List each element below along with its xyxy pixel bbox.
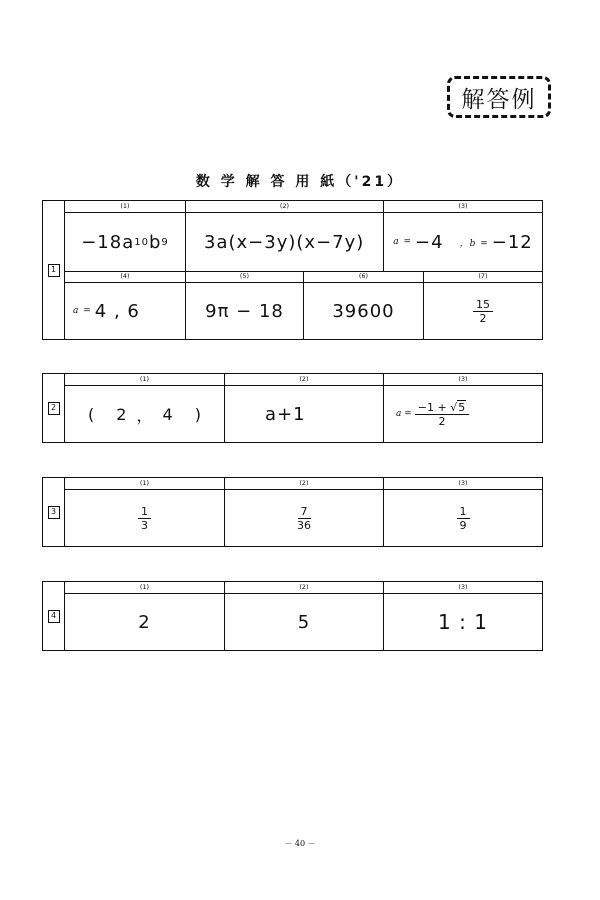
q1-part-6-cell (303, 271, 423, 339)
q1-part-7-cell (423, 271, 542, 339)
question-3-label (43, 478, 65, 546)
question-1-grid (65, 201, 542, 339)
q3-part-2-cell (224, 478, 383, 546)
fraction (138, 506, 151, 531)
fraction-numerator: 7 (298, 506, 311, 519)
q4-part-1-answer: 2 (138, 611, 151, 633)
fraction-numerator: 15 (473, 299, 493, 312)
question-number-box: 3 (48, 506, 60, 519)
q3-part-1-cell (65, 478, 224, 546)
q1-part-5-cell (185, 271, 303, 339)
part-number: (2) (186, 201, 383, 213)
fraction-denominator: 3 (141, 518, 148, 532)
q2-part-1-answer (65, 386, 224, 442)
question-2-grid (65, 374, 542, 442)
q4-part-3-answer: 1 : 1 (438, 610, 488, 634)
question-2-block (42, 373, 543, 443)
q2-part-1-cell (65, 374, 224, 442)
a-label: a = (393, 237, 413, 247)
part-number: (2) (225, 582, 383, 594)
b-value: −12 (491, 231, 533, 253)
q1-part-2-cell (185, 201, 383, 271)
x-value: 2 (116, 404, 127, 424)
page-title: 数 学 解 答 用 紙（'21） (195, 174, 405, 190)
answer-exponent: 9 (161, 236, 169, 248)
part-number: (5) (186, 271, 303, 283)
part-number: (2) (225, 478, 383, 490)
page-number: － 40 － (284, 839, 316, 848)
fraction-denominator: 9 (459, 518, 467, 532)
question-3-row (65, 478, 542, 546)
answer-base: −18a (81, 231, 135, 253)
question-number-box: 2 (48, 402, 60, 415)
q1-part-7-answer (424, 283, 542, 339)
stamp-text: 解答例 (461, 86, 537, 113)
question-4-grid (65, 582, 542, 650)
answer-example-stamp (447, 76, 551, 118)
close-paren: ) (194, 404, 201, 424)
part-number: (1) (65, 582, 224, 594)
question-4-label (43, 582, 65, 650)
q3-part-2-answer (225, 490, 383, 546)
q1-part-2-answer: 3a(x−3y)(x−7y) (204, 231, 365, 253)
question-2-row (65, 374, 542, 442)
fraction-numerator (415, 402, 469, 415)
question-1-row-2 (65, 271, 542, 339)
a-value: −4 (415, 231, 444, 253)
answer-exponent: 10 (134, 236, 149, 248)
q1-part-4-answer (65, 283, 185, 339)
q1-part-1-answer (65, 213, 185, 271)
q1-part-1-cell (65, 201, 185, 271)
part-number: (3) (384, 201, 542, 213)
fraction (473, 299, 493, 324)
q2-part-3-cell (383, 374, 542, 442)
q1-part-6-answer: 39600 (332, 300, 395, 322)
a-label: a = (73, 306, 92, 316)
part-number: (1) (65, 201, 185, 213)
question-1-block (42, 200, 543, 340)
question-number-box: 4 (48, 610, 60, 623)
comma: ， (136, 405, 153, 425)
part-number: (6) (304, 271, 423, 283)
part-number: (2) (225, 374, 383, 386)
question-1-row-1 (65, 201, 542, 271)
question-number-box: 1 (48, 264, 60, 277)
q1-part-4-cell (65, 271, 185, 339)
fraction-numerator: 1 (457, 506, 470, 519)
q1-part-3-cell (383, 201, 542, 271)
question-2-label (43, 374, 65, 442)
fraction-denominator: 36 (297, 518, 311, 532)
q4-part-2-answer: 5 (297, 611, 311, 633)
q2-part-3-answer (384, 386, 542, 442)
y-value: 4 (162, 404, 173, 424)
q3-part-3-cell (383, 478, 542, 546)
question-3-grid (65, 478, 542, 546)
question-3-block (42, 477, 543, 547)
q1-part-5-answer: 9π − 18 (205, 300, 284, 322)
q3-part-3-answer (384, 490, 542, 546)
fraction (415, 402, 469, 427)
part-number: (7) (424, 271, 542, 283)
question-4-block (42, 581, 543, 651)
part-number: (1) (65, 478, 224, 490)
q4-part-2-cell (224, 582, 383, 650)
answer-base: b (148, 231, 162, 253)
q4-part-1-cell (65, 582, 224, 650)
part-number: (3) (384, 374, 542, 386)
q2-part-2-answer: a+1 (265, 403, 306, 425)
q1-part-3-answer (384, 213, 542, 271)
q4-part-3-cell (383, 582, 542, 650)
part-number: (3) (384, 478, 542, 490)
fraction-denominator: 2 (438, 414, 446, 428)
numerator-prefix: −1 + √ (417, 400, 458, 414)
part-number: (1) (65, 374, 224, 386)
open-paren: ( (88, 404, 95, 424)
fraction (297, 506, 311, 531)
a-label: a = (396, 409, 412, 419)
b-label: ，b = (459, 238, 489, 249)
fraction (457, 506, 470, 531)
part-number: (3) (384, 582, 542, 594)
fraction-denominator: 2 (479, 311, 487, 325)
q3-part-1-answer (65, 490, 224, 546)
fraction-numerator: 1 (138, 506, 151, 519)
radicand: 5 (458, 400, 466, 414)
q2-part-2-cell (224, 374, 383, 442)
answer-value: 4 , 6 (94, 300, 140, 322)
question-1-label (43, 201, 65, 339)
part-number: (4) (65, 271, 185, 283)
question-4-row (65, 582, 542, 650)
